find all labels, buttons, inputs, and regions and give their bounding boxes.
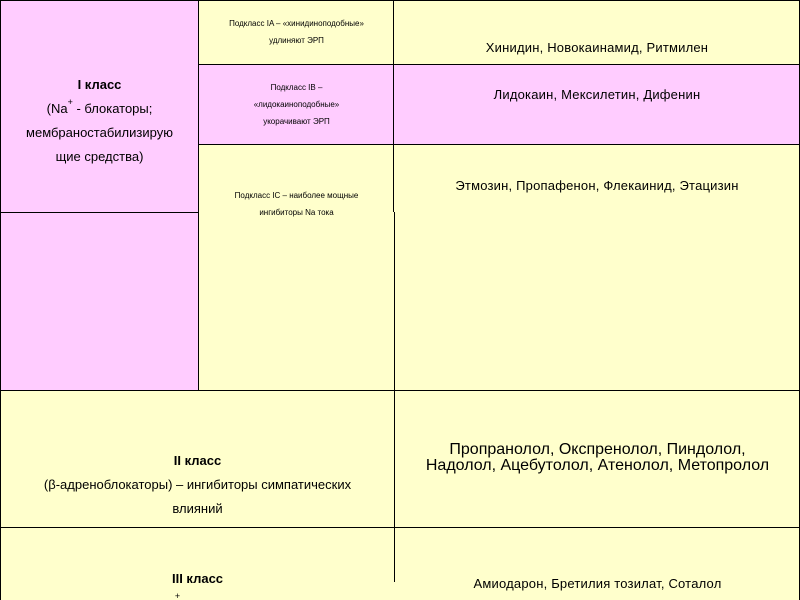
grid-hline-class1 xyxy=(0,212,199,213)
subclass-ic-line1: Подкласс IC – наиболее мощные xyxy=(234,191,359,200)
class3-drugs xyxy=(395,527,800,600)
class2-drugs xyxy=(395,390,800,527)
class1-line1 xyxy=(46,97,153,116)
subclass-ic-line2: ингибиторы Na тока xyxy=(259,208,334,217)
grid-vline-drugs-upper xyxy=(393,0,394,212)
class3-text xyxy=(0,567,395,600)
class1-cell xyxy=(0,0,199,212)
class2-drugs-line1: Пропранолол, Окспренолол, Пиндолол, xyxy=(449,441,746,458)
class1-line1-pre: (Na xyxy=(46,101,68,116)
class2-line1: (β-адреноблокаторы) – ингибиторы симпатических xyxy=(43,477,352,492)
subclass-ic-name xyxy=(199,144,394,390)
class3-title: III класс xyxy=(171,571,224,586)
class1-line1-sup: + xyxy=(67,97,73,107)
class1-cell-lower xyxy=(0,212,199,390)
grid-hline-top xyxy=(0,0,800,1)
subclass-ib-name xyxy=(199,64,394,144)
class2-text xyxy=(0,449,395,521)
subclass-ia-drugs xyxy=(394,0,800,64)
class3-cell xyxy=(0,527,395,600)
subclass-ic-drugs-text: Этмозин, Пропафенон, Флекаинид, Этацизин xyxy=(455,178,739,193)
subclass-ib-drugs-text: Лидокаин, Мексилетин, Дифенин xyxy=(493,87,701,102)
subclass-ib-drugs xyxy=(394,64,800,144)
subclass-ia-drugs-text: Хинидин, Новокаинамид, Ритмилен xyxy=(485,40,709,55)
subclass-ic-drugs xyxy=(394,144,800,390)
subclass-ia-line1: Подкласс IA – «хинидиноподобные» xyxy=(229,19,364,28)
class3-drugs-text: Амиодарон, Бретилия тозилат, Соталол xyxy=(473,576,722,591)
subclass-ia-line2: удлиняют ЭРП xyxy=(269,36,324,45)
subclass-ib-line1: Подкласс IB – xyxy=(270,82,323,92)
class2-drugs-line2: Надолол, Ацебутолол, Атенолол, Метопролол xyxy=(425,457,770,474)
grid-hline-ib xyxy=(198,144,800,145)
grid-vline-class1 xyxy=(198,0,199,390)
class2-line2: влияний xyxy=(172,501,223,516)
class3-line1-sup: + xyxy=(174,591,181,600)
class1-line3: щие средства) xyxy=(55,149,144,164)
class2-title: II класс xyxy=(173,453,222,468)
class1-line1-post: - блокаторы; xyxy=(72,101,153,116)
class1-line2: мембраностабилизирую xyxy=(26,125,173,140)
class1-text xyxy=(26,73,173,169)
grid-hline-ia xyxy=(198,64,800,65)
class1-title: I класс xyxy=(77,77,122,92)
grid-vline-left xyxy=(0,0,1,600)
grid-hline-class2 xyxy=(0,390,800,391)
class2-cell xyxy=(0,390,395,527)
subclass-ib-line3: укорачивают ЭРП xyxy=(263,116,330,126)
grid-hline-class3 xyxy=(0,527,800,528)
subclass-ib-line2: «лидокаиноподобные» xyxy=(253,99,340,109)
subclass-ia-name xyxy=(199,0,394,64)
